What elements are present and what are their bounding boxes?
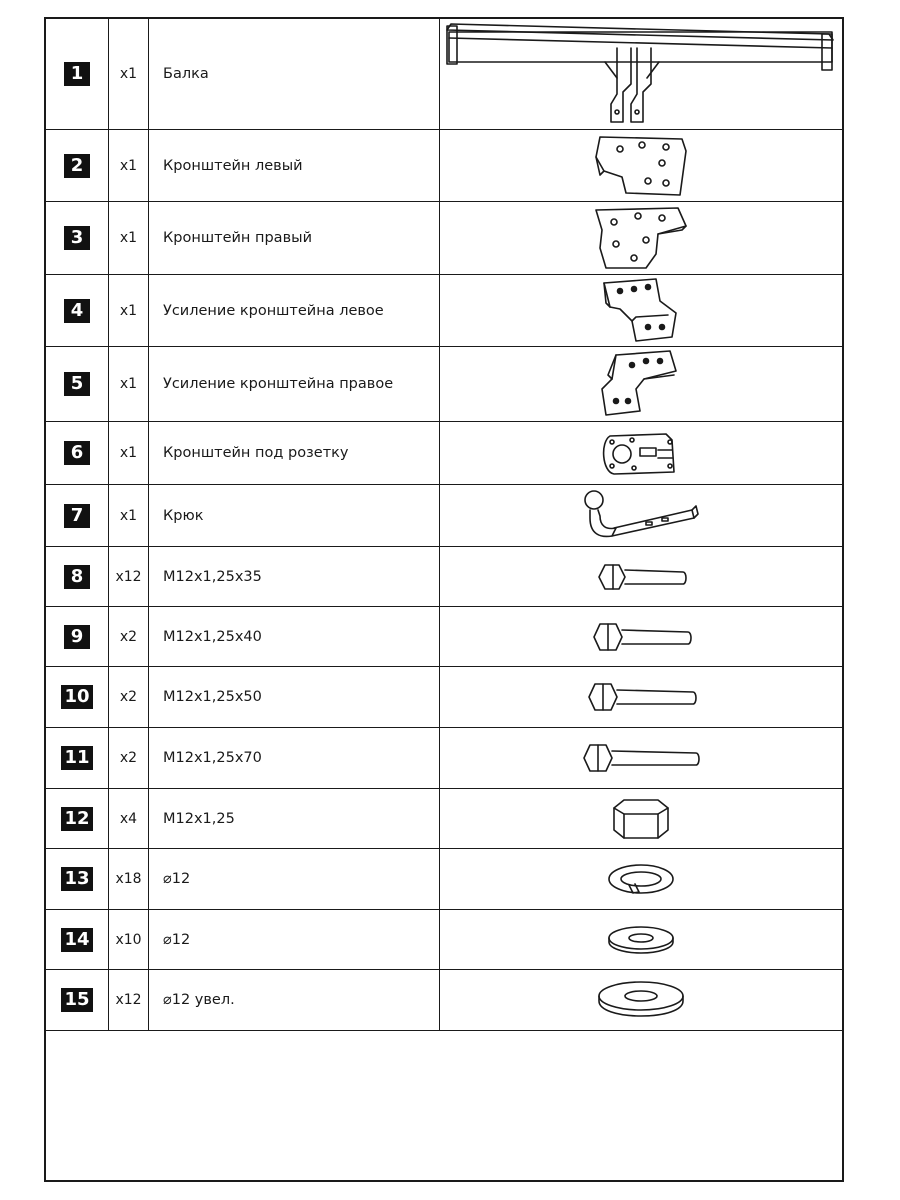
item-quantity: x4 <box>109 789 149 848</box>
item-quantity: x18 <box>109 849 149 909</box>
item-number: 7 <box>64 504 90 528</box>
item-name: Усиление кронштейна правое <box>149 347 440 421</box>
item-number: 14 <box>61 928 92 952</box>
table-row <box>46 422 842 485</box>
item-number: 3 <box>64 226 90 250</box>
table-row <box>46 849 842 910</box>
reinforcement-right-icon <box>596 349 686 419</box>
empty-notes-area <box>46 1031 842 1180</box>
item-number: 15 <box>61 988 92 1012</box>
table-row <box>46 607 842 667</box>
item-name: M12x1,25x40 <box>149 607 440 666</box>
item-name: Крюк <box>149 485 440 546</box>
item-name: Кронштейн под розетку <box>149 422 440 484</box>
item-name: M12x1,25x35 <box>149 547 440 606</box>
item-quantity: x2 <box>109 728 149 788</box>
item-number: 9 <box>64 625 90 649</box>
item-quantity: x1 <box>109 202 149 274</box>
item-number: 1 <box>64 62 90 86</box>
item-name: Кронштейн правый <box>149 202 440 274</box>
bracket-left-icon <box>586 133 696 199</box>
item-name: ⌀12 <box>149 910 440 969</box>
bolt-40-icon <box>586 616 696 658</box>
table-row <box>46 485 842 547</box>
item-number: 11 <box>61 746 92 770</box>
table-row <box>46 789 842 849</box>
table-row <box>46 728 842 789</box>
item-name: ⌀12 <box>149 849 440 909</box>
item-quantity: x1 <box>109 485 149 546</box>
item-quantity: x10 <box>109 910 149 969</box>
table-row <box>46 667 842 728</box>
item-quantity: x12 <box>109 547 149 606</box>
item-number: 12 <box>61 807 92 831</box>
table-row <box>46 547 842 607</box>
bracket-right-icon <box>586 204 696 272</box>
item-number: 4 <box>64 299 90 323</box>
item-number: 6 <box>64 441 90 465</box>
item-quantity: x1 <box>109 275 149 346</box>
item-name: Усиление кронштейна левое <box>149 275 440 346</box>
table-row <box>46 202 842 275</box>
table-row <box>46 275 842 347</box>
flat-washer-icon <box>603 922 679 958</box>
bolt-35-icon <box>591 557 691 597</box>
item-name: Балка <box>149 19 440 129</box>
tow-ball-hook-icon <box>576 488 706 544</box>
table-row <box>46 347 842 422</box>
item-number: 13 <box>61 867 92 891</box>
item-number: 8 <box>64 565 90 589</box>
item-name: Кронштейн левый <box>149 130 440 201</box>
item-quantity: x12 <box>109 970 149 1030</box>
item-quantity: x1 <box>109 422 149 484</box>
tow-bar-beam-icon <box>441 22 841 127</box>
table-row <box>46 970 842 1031</box>
item-name: M12x1,25x50 <box>149 667 440 727</box>
table-row <box>46 19 842 130</box>
item-name: ⌀12 увел. <box>149 970 440 1030</box>
hex-nut-icon <box>606 796 676 842</box>
item-quantity: x2 <box>109 667 149 727</box>
item-number: 5 <box>64 372 90 396</box>
item-quantity: x1 <box>109 130 149 201</box>
reinforcement-left-icon <box>596 277 686 345</box>
item-number: 10 <box>61 685 92 709</box>
table-row <box>46 910 842 970</box>
large-flat-washer-icon <box>593 978 689 1022</box>
item-quantity: x2 <box>109 607 149 666</box>
bolt-50-icon <box>581 676 701 718</box>
spring-washer-icon <box>603 859 679 899</box>
item-number: 2 <box>64 154 90 178</box>
item-quantity: x1 <box>109 19 149 129</box>
bolt-70-icon <box>578 737 704 779</box>
item-name: M12x1,25x70 <box>149 728 440 788</box>
item-quantity: x1 <box>109 347 149 421</box>
table-row <box>46 130 842 202</box>
socket-bracket-icon <box>596 428 686 478</box>
parts-list-table <box>44 17 844 1182</box>
item-name: M12x1,25 <box>149 789 440 848</box>
